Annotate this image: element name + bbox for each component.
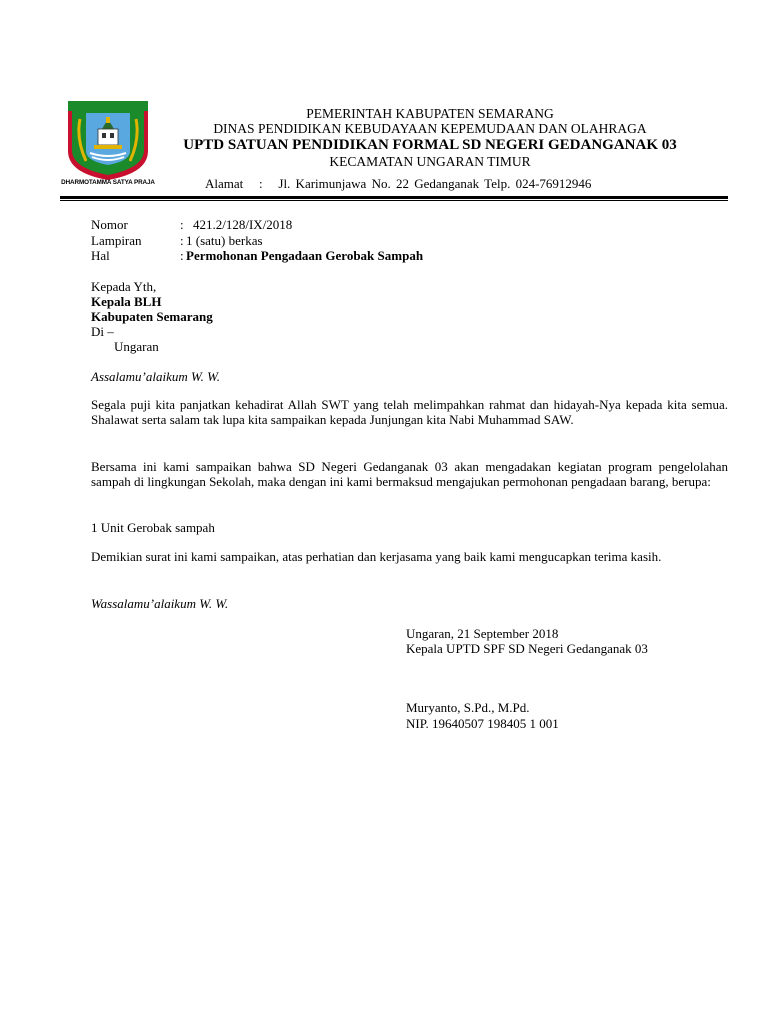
letterhead-divider-thin (60, 200, 728, 201)
nomor-colon: : (180, 217, 184, 232)
paragraph-3: Demikian surat ini kami sampaikan, atas perhatian dan kerjasama yang baik kami mengucapkan terima kasih. (91, 549, 662, 564)
letterhead-address (205, 176, 591, 192)
signature-place-date: Ungaran, 21 September 2018 (406, 626, 559, 641)
logo-motto: DHARMOTAMMA SATYA PRAJA (61, 179, 155, 186)
salam-closing: Wassalamu’alaikum W. W. (91, 596, 229, 611)
nomor-value: 421.2/128/IX/2018 (193, 217, 293, 232)
recipient-place: Ungaran (114, 339, 159, 354)
letterhead-divider-thick (60, 196, 728, 199)
recipient-name: Kepala BLH (91, 294, 162, 309)
shield-icon (64, 99, 152, 181)
signature-name: Muryanto, S.Pd., M.Pd. (406, 700, 530, 715)
letterhead-department: DINAS PENDIDIKAN KEBUDAYAAN KEPEMUDAAN DAN OLAHRAGA (213, 121, 647, 136)
address-colon: : (259, 176, 263, 191)
letterhead-district: KECAMATAN UNGARAN TIMUR (329, 154, 531, 169)
hal-colon: : (180, 248, 184, 263)
address-label: Alamat (205, 176, 244, 191)
address-value: Jl. Karimunjawa No. 22 Gedanganak Telp. 024-76912946 (278, 176, 592, 191)
requested-item: 1 Unit Gerobak sampah (91, 520, 215, 535)
lampiran-label: Lampiran (91, 233, 142, 248)
nomor-label: Nomor (91, 217, 128, 232)
letterhead-government: PEMERINTAH KABUPATEN SEMARANG (306, 106, 554, 121)
recipient-di: Di – (91, 324, 114, 339)
hal-value: Permohonan Pengadaan Gerobak Sampah (186, 248, 424, 263)
recipient-institution: Kabupaten Semarang (91, 309, 213, 324)
paragraph-1: Segala puji kita panjatkan kehadirat Allah SWT yang telah melimpahkan rahmat dan hidayah-Nya kepada kita semua. Shalawat serta salam tak lupa kita sampaikan kepada Junjungan kita Nabi Muhammad SAW. (91, 397, 728, 427)
salam-opening: Assalamu’alaikum W. W. (91, 369, 221, 384)
paragraph-2: Bersama ini kami sampaikan bahwa SD Negeri Gedanganak 03 akan mengadakan kegiatan program pengelolahan sampah di lingkungan Sekolah, maka dengan ini kami bermaksud mengajukan permohonan pengadaan barang, berupa: (91, 459, 728, 489)
lampiran-value: 1 (satu) berkas (186, 233, 263, 248)
letterhead-school: UPTD SATUAN PENDIDIKAN FORMAL SD NEGERI GEDANGANAK 03 (183, 137, 677, 153)
hal-label: Hal (91, 248, 110, 263)
recipient-greeting: Kepada Yth, (91, 279, 157, 294)
signature-nip: NIP. 19640507 198405 1 001 (406, 716, 559, 731)
signature-position: Kepala UPTD SPF SD Negeri Gedanganak 03 (406, 641, 648, 656)
lampiran-colon: : (180, 233, 184, 248)
